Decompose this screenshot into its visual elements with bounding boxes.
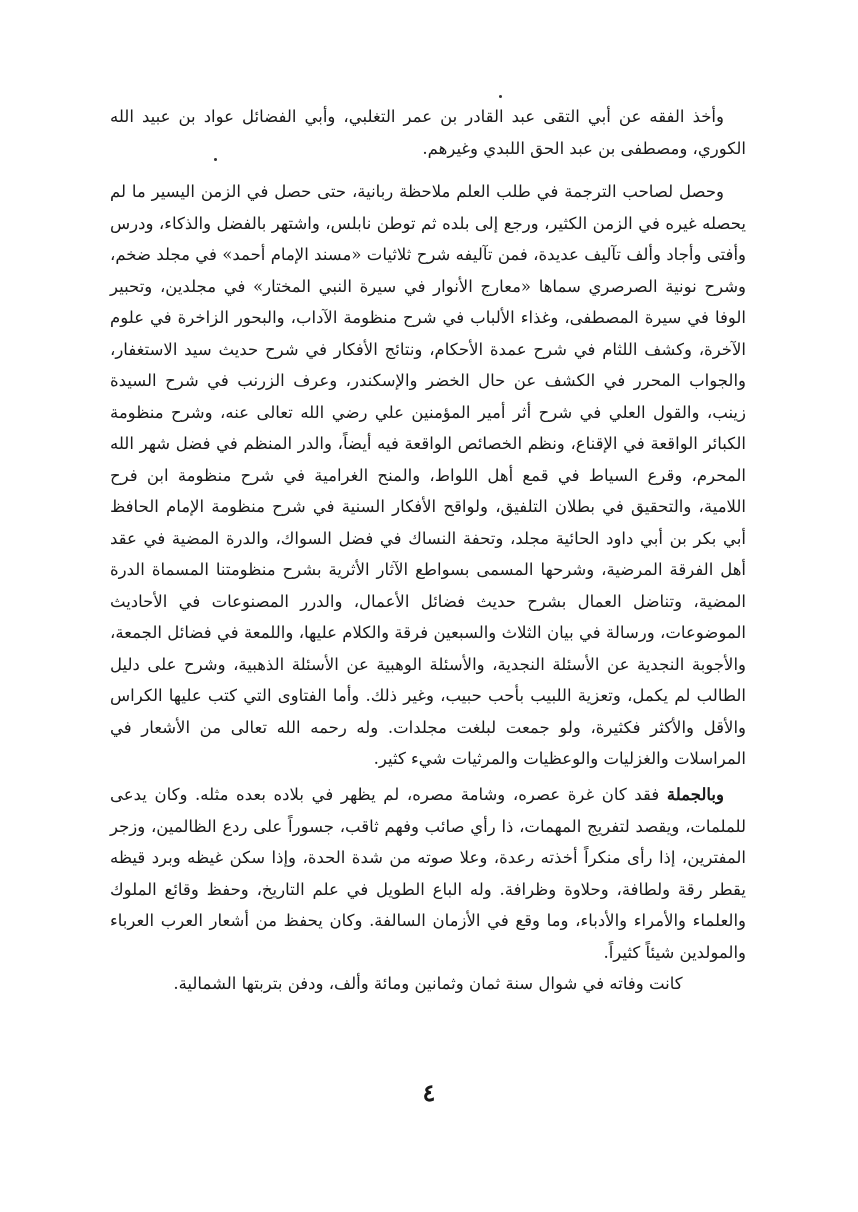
paragraph-text: كانت وفاته في شوال سنة ثمان وثمانين ومائة وألف، ودفن بتربتها الشمالية.	[173, 974, 683, 993]
paragraph-character	[110, 779, 746, 968]
paragraph-text: وحصل لصاحب الترجمة في طلب العلم ملاحظة ربانية، حتى حصل في الزمن اليسير ما لم يحصله غيره في الزمن الكثير، ورجع إلى بلده ثم توطن نابلس، واشتهر بالفضل والذكاء، ودرس وأفتى وأجاد وألف تآليف عديدة، فمن تآليفه شرح ثلاثيات «مسند الإمام أحمد» في مجلد ضخم، وشرح نونية الصرصري سماها «معارج الأنوار في سيرة النبي المختار» في مجلدين، وتحبير الوفا في سيرة المصطفى، وغذاء الألباب في شرح منظومة الآداب، والبحور الزاخرة في علوم الآخرة، وكشف اللثام في شرح عمدة الأحكام، ونتائج الأفكار في شرح حديث سيد الاستغفار، والجواب المحرر في الكشف عن حال الخضر والإسكندر، وعرف الزرنب في شرح السيدة زينب، والقول العلي في شرح أثر أمير المؤمنين علي رضي الله تعالى عنه، وشرح منظومة الكبائر الواقعة في الإقناع، ونظم الخصائص الواقعة فيه أيضاً، والدر المنظم في فضل شهر الله المحرم، وقرع السياط في قمع أهل اللواط، والمنح الغرامية في شرح منظومة ابن فرح اللامية، والتحقيق في بطلان التلفيق، ولواقح الأفكار السنية في شرح منظومة الإمام الحافظ أبي بكر بن أبي داود الحائية مجلد، وتحفة النساك في فضل السواك، والدرة المضية في عقد أهل الفرقة المرضية، وشرحها المسمى بسواطع الآثار الأثرية بشرح منظومتنا المسماة الدرة المضية، وتناضل العمال بشرح حديث فضائل الأعمال، والدرر المصنوعات في الأحاديث الموضوعات، ورسالة في بيان الثلاث والسبعين فرقة والكلام عليها، واللمعة في فضائل الجمعة، والأجوبة النجدية عن الأسئلة النجدية، والأسئلة الوهبية عن الأسئلة الذهبية، وشرح على دليل الطالب لم يكمل، وتعزية اللبيب بأحب حبيب، وغير ذلك. وأما الفتاوى التي كتب عليها الكراس والأقل والأكثر فكثيرة، ولو جمعت لبلغت مجلدات. وله رحمه الله تعالى من الأشعار في المراسلات والغزليات والوعظيات والمرثيات شيء كثير.	[110, 182, 746, 768]
page-number: ٤	[422, 1078, 436, 1107]
paragraph-text: فقد كان غرة عصره، وشامة مصره، لم يظهر في بلاده بعده مثله. وكان يدعى للملمات، ويقصد لتفريج المهمات، ذا رأي صائب وفهم ثاقب، جسوراً على ردع الظالمين، وزجر المفترين، إذا رأى منكراً أخذته رعدة، وعلا صوته من شدة الحدة، وإذا سكن غيظه وبرد قيظه يقطر رقة ولطافة، وحلاوة وظرافة. وله الباع الطويل في علم التاريخ، وحفظ وقائع الملوك والعلماء والأمراء والأدباء، وما وقع في الأزمان السالفة. وكان يحفظ من أشعار العرب العرباء والمولدين شيئاً كثيراً.	[110, 785, 746, 962]
paragraph-lead-word: وبالجملة	[666, 785, 724, 804]
paragraph-text: وأخذ الفقه عن أبي التقى عبد القادر بن عمر التغلبي، وأبي الفضائل عواد بن عبيد الله الكوري، ومصطفى بن عبد الحق اللبدي وغيرهم.	[110, 107, 746, 158]
paragraph-works	[110, 176, 746, 775]
ink-speck	[499, 95, 502, 98]
paragraph-teachers	[110, 101, 746, 164]
paragraph-death	[110, 968, 746, 1000]
paragraph-body	[110, 779, 746, 968]
